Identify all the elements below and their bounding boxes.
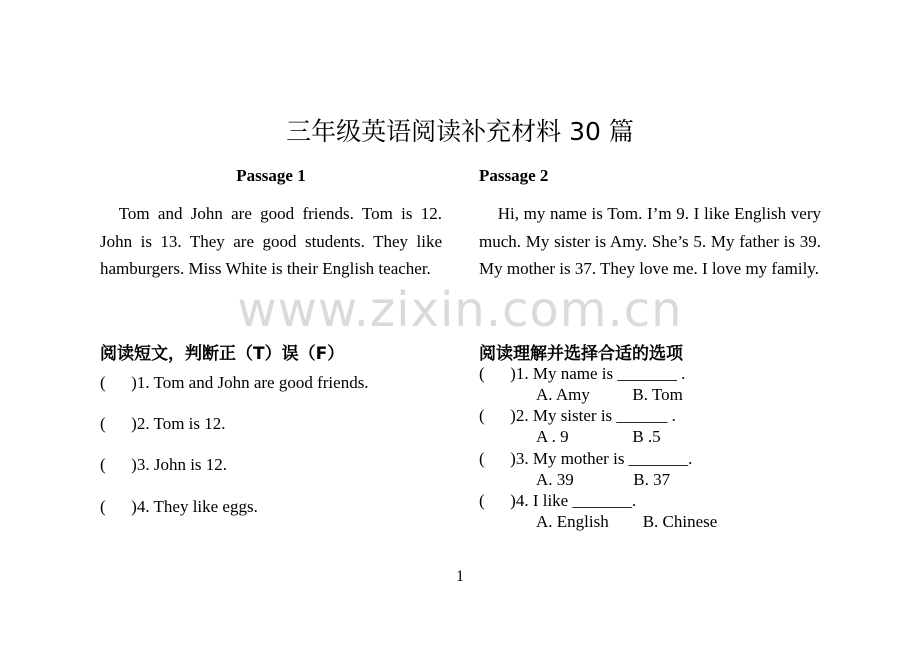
page-number: 1: [456, 568, 464, 585]
passage-2-text: Hi, my name is Tom. I’m 9. I like English very much. My sister is Amy. She’s 5. My father is 39. My mother is 37. They love me. I love my family.: [479, 204, 821, 279]
passage-2-question-1: ( )1. My name is _______ .: [479, 364, 686, 383]
passage-2-heading: Passage 2: [479, 166, 549, 185]
passage-1-question-1: ( )1. Tom and John are good friends.: [100, 373, 369, 392]
passage-1-question-2: ( )2. Tom is 12.: [100, 414, 226, 433]
passage-2-instruction: 阅读理解并选择合适的选项: [479, 344, 683, 364]
passage-2-options-2: A . 9 B .5: [536, 427, 661, 446]
passage-1-question-4: ( )4. They like eggs.: [100, 497, 258, 516]
passage-1-heading: Passage 1: [236, 166, 306, 185]
passage-1-question-3: ( )3. John is 12.: [100, 455, 228, 474]
passage-1-column: [100, 166, 442, 283]
passage-2-column: [479, 166, 821, 283]
passage-2-question-3: ( )3. My mother is _______.: [479, 449, 693, 468]
passage-2-question-4: ( )4. I like _______.: [479, 491, 637, 510]
document-title: 三年级英语阅读补充材料 30 篇: [286, 117, 634, 146]
passage-1-text: Tom and John are good friends. Tom is 12. John is 13. They are good students. They like hamburgers. Miss White is their English teacher.: [100, 204, 442, 279]
passage-2-options-3: A. 39 B. 37: [536, 470, 671, 489]
passage-2-options-1: A. Amy B. Tom: [536, 385, 683, 404]
passage-2-options-4: A. English B. Chinese: [536, 512, 718, 531]
passage-1-instruction: 阅读短文，判断正（T）误（F）: [100, 344, 345, 364]
watermark: www.zixin.com.cn: [237, 282, 683, 338]
passage-2-question-2: ( )2. My sister is ______ .: [479, 406, 676, 425]
